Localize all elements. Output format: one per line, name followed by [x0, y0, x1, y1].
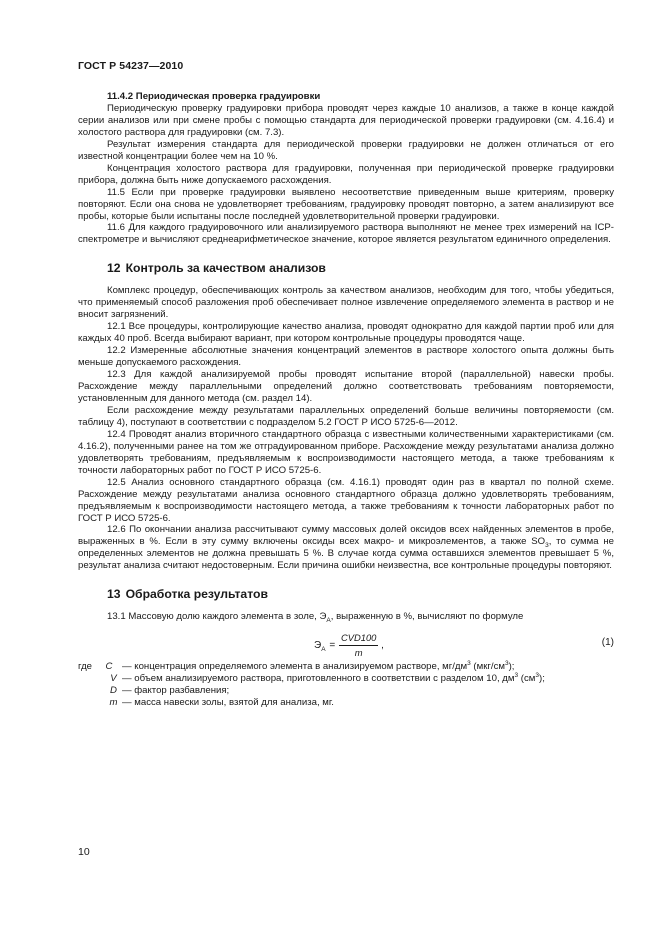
- formula-line: [78, 629, 614, 657]
- legend-where: где: [78, 661, 93, 673]
- paragraph: Комплекс процедур, обеспечивающих контроль за качеством анализов, необходим для того, чтобы убедиться, что применяемый способ разложения проб обеспечивает полное извлечение определяемого элемента в раствор и не вносит загрязнений.: [78, 285, 614, 321]
- formula-lhs: [314, 640, 326, 652]
- formula-subscript: A: [321, 645, 326, 653]
- formula-legend: [78, 661, 614, 709]
- legend-item: [78, 685, 614, 697]
- section-number: 13: [107, 587, 121, 602]
- subscript: 3: [545, 542, 549, 550]
- legend-item: [78, 661, 614, 673]
- paragraph: Концентрация холостого раствора для градуировки, полученная при периодической проверке градуировки прибора, должна быть ниже допускаемого расхождения.: [78, 162, 614, 186]
- section-12: [78, 261, 614, 572]
- paragraph-12-2: 12.2 Измеренные абсолютные значения концентраций элементов в растворе холостого опыта должны быть меньше допускаемого расхождения.: [78, 345, 614, 369]
- legend-description: — объем анализируемого раствора, приготовленного в соответствии с разделом 10, $дм^3$ $(см^3)$;: [122, 671, 545, 685]
- paragraph-12-4: 12.4 Проводят анализ вторичного стандартного образца с известными количественными характеристиками (см. 4.16.2), полученными ранее на том же отградуированном приборе. Расхождение между результатами анализа должно удовлетворять требованиям, предъявляемым к воспроизводимости настоящего метода, а также требованиям к точности лабораторных работ по ГОСТ Р ИСО 5725-6.: [78, 428, 614, 476]
- legend-symbol: V: [110, 673, 117, 685]
- subscript: A: [326, 617, 331, 625]
- section-heading: [78, 587, 614, 602]
- legend-symbol: D: [110, 685, 117, 697]
- section-number: 12: [107, 261, 121, 276]
- section-title: Контроль за качеством анализов: [125, 261, 326, 276]
- paragraph: Результат измерения стандарта для периодической проверки градуировки не должен отличаться от его известной концентрации более чем на 10 %.: [78, 138, 614, 162]
- paragraph-11-5: 11.5 Если при проверке градуировки выявлено несоответствие приведенным выше критериям, проверку повторяют. Если она снова не удовлетворяет требованиям, градуировку проводят повторно, а затем анализируют все пробы, которые были испытаны после последней удовлетворительной проверки градуировки.: [78, 186, 614, 222]
- text-run: 13.1 Массовую долю каждого элемента в золе, Э: [107, 611, 327, 623]
- subsection-heading: 11.4.2 Периодическая проверка градуировки: [107, 91, 321, 102]
- formula-number: (1): [601, 637, 614, 649]
- section-13: [78, 587, 614, 709]
- paragraph-11-6: 11.6 Для каждого градуировочного или анализируемого раствора выполняют не менее трех измерений на ICP-спектрометре и вычисляют среднеарифметическое значение, которое является результатом единичного определения.: [78, 222, 614, 246]
- paragraph: Если расхождение между результатами параллельных определений больше величины повторяемости (см. таблицу 4), поступают в соответствии с подразделом 5.2 ГОСТ Р ИСО 5725-6—2012.: [78, 404, 614, 428]
- legend-description: — масса навески золы, взятой для анализа, мг.: [122, 697, 334, 709]
- formula-denominator: m: [354, 647, 363, 659]
- legend-symbol: C: [105, 661, 113, 673]
- formula-equals: =: [329, 639, 336, 651]
- text-run: 12.6 По окончании анализа рассчитывают сумму массовых долей оксидов всех найденных элементов в пробе, выраженных в %. Если в эту сумму включены оксиды всех макро- и микроэлементов, а также SO: [78, 524, 614, 548]
- section-title: Обработка результатов: [125, 587, 268, 602]
- page-body: [78, 91, 614, 709]
- legend-item: [78, 673, 614, 685]
- formula: [314, 632, 384, 659]
- formula-numerator: CVD100: [339, 632, 378, 646]
- legend-description: — фактор разбавления;: [122, 685, 230, 697]
- document-code: ГОСТ Р 54237—2010: [78, 60, 184, 72]
- paragraph-12-1: 12.1 Все процедуры, контролирующие качество анализа, проводят однократно для каждой партии проб или для каждых 40 проб. Всегда выбирают вариант, при котором контрольные процедуры проводятся чаще.: [78, 321, 614, 345]
- page-number: 10: [78, 846, 90, 858]
- legend-item: [78, 697, 614, 709]
- paragraph-12-6: [78, 524, 614, 572]
- formula-tail: ,: [381, 639, 384, 651]
- legend-symbol: m: [109, 697, 118, 709]
- text-run: , то сумма не определенных элементов не должна превышать 5 %. В случае когда сумма оставшихся элементов превышает 5 %, результат анализа считают недостоверным. Если причина ошибки неизвестна, все контрольные процедуры повторяют.: [78, 536, 614, 572]
- legend-description: — концентрация определяемого элемента в анализируемом растворе, $мг/дм^3$ $(мкг/см^3)$;: [122, 660, 515, 673]
- section-heading: [78, 261, 614, 276]
- paragraph-12-3: 12.3 Для каждой анализируемой пробы проводят испытание второй (параллельной) навески пробы. Расхождение между параллельными определений должно соответствовать требованиям повторяемости, установленным для данного метода (см. раздел 14).: [78, 369, 614, 404]
- paragraph-12-5: 12.5 Анализ основного стандартного образца (см. 4.16.1) проводят один раз в квартал по полной схеме. Расхождение между результатами анализа основного стандартного образца должно удовлетворять требованиям, предъявляемым к воспроизводимости настоящего метода, а также требованиям к точности лабораторных работ по ГОСТ Р ИСО 5725-6.: [78, 476, 614, 524]
- paragraph-13-1: [78, 611, 614, 623]
- formula-fraction: [339, 632, 378, 659]
- section-11-4-2: [78, 91, 614, 246]
- paragraph: Периодическую проверку градуировки прибора проводят через каждые 10 анализов, а также в конце каждой серии анализов или при смене пробы с помощью стандарта для периодической проверки градуировки (см. 4.16.4) и холостого раствора для градуировки (см. 7.3).: [78, 102, 614, 138]
- text-run: , выраженную в %, вычисляют по формуле: [330, 611, 524, 623]
- formula-symbol: Э: [314, 639, 322, 651]
